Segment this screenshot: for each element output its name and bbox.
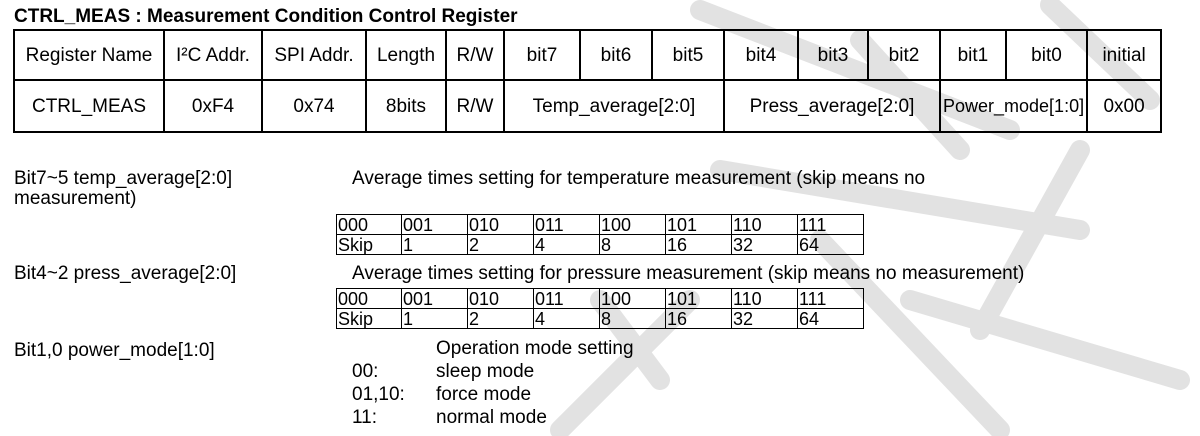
mode-code: 00: xyxy=(352,361,379,382)
value-cell: 64 xyxy=(798,309,864,329)
press-average-label: Bit4~2 press_average[2:0] xyxy=(14,263,237,284)
power-mode-label: Bit1,0 power_mode[1:0] xyxy=(14,340,215,361)
value-cell: 1 xyxy=(402,235,468,255)
code-row xyxy=(337,215,864,235)
code-cell: 111 xyxy=(798,289,864,309)
value-cell: 4 xyxy=(534,235,600,255)
code-row xyxy=(337,289,864,309)
power-mode-field: Power_mode[1:0] xyxy=(940,80,1087,132)
header-cell: bit5 xyxy=(652,30,724,80)
temp-average-field: Temp_average[2:0] xyxy=(504,80,724,132)
code-cell: 010 xyxy=(468,289,534,309)
register-header-row xyxy=(14,30,1161,80)
value-cell: 16 xyxy=(666,235,732,255)
i2c-addr-cell: 0xF4 xyxy=(164,80,262,132)
value-cell: 8 xyxy=(600,309,666,329)
code-cell: 110 xyxy=(732,215,798,235)
register-title: CTRL_MEAS : Measurement Condition Control Register xyxy=(14,6,518,27)
header-cell: bit3 xyxy=(798,30,868,80)
code-cell: 010 xyxy=(468,215,534,235)
temp-average-label: Bit7~5 temp_average[2:0] xyxy=(14,168,233,189)
temp-average-description-cont: measurement) xyxy=(14,188,137,209)
header-cell: initial xyxy=(1087,30,1161,80)
value-cell: 32 xyxy=(732,309,798,329)
header-cell: bit4 xyxy=(724,30,798,80)
length-cell: 8bits xyxy=(366,80,446,132)
value-cell: Skip xyxy=(337,235,402,255)
header-cell: bit0 xyxy=(1006,30,1087,80)
value-cell: 4 xyxy=(534,309,600,329)
code-cell: 011 xyxy=(534,215,600,235)
code-cell: 000 xyxy=(337,289,402,309)
header-cell: SPI Addr. xyxy=(262,30,366,80)
code-cell: 101 xyxy=(666,215,732,235)
code-cell: 110 xyxy=(732,289,798,309)
code-cell: 000 xyxy=(337,215,402,235)
register-value-row xyxy=(14,80,1161,132)
mode-description: sleep mode xyxy=(436,361,535,382)
mode-description: force mode xyxy=(436,384,532,405)
header-cell: bit2 xyxy=(868,30,940,80)
rw-cell: R/W xyxy=(446,80,504,132)
header-cell: bit7 xyxy=(504,30,580,80)
value-cell: 8 xyxy=(600,235,666,255)
mode-code: 11: xyxy=(352,407,378,428)
header-cell: R/W xyxy=(446,30,504,80)
code-cell: 101 xyxy=(666,289,732,309)
temp-average-description: Average times setting for temperature measurement (skip means no xyxy=(352,168,926,189)
code-cell: 100 xyxy=(600,289,666,309)
value-cell: 64 xyxy=(798,235,864,255)
value-cell: 2 xyxy=(468,235,534,255)
mode-description: normal mode xyxy=(436,407,547,428)
header-cell: I²C Addr. xyxy=(164,30,262,80)
spi-addr-cell: 0x74 xyxy=(262,80,366,132)
header-cell: Register Name xyxy=(14,30,164,80)
press-average-field: Press_average[2:0] xyxy=(724,80,940,132)
value-row xyxy=(337,309,864,329)
value-cell: 32 xyxy=(732,235,798,255)
code-cell: 100 xyxy=(600,215,666,235)
value-cell: Skip xyxy=(337,309,402,329)
value-cell: 16 xyxy=(666,309,732,329)
value-row xyxy=(337,235,864,255)
header-cell: Length xyxy=(366,30,446,80)
code-cell: 001 xyxy=(402,289,468,309)
temp-average-table xyxy=(336,214,864,255)
power-mode-heading: Operation mode setting xyxy=(436,338,634,359)
mode-code: 01,10: xyxy=(352,384,405,405)
header-cell: bit6 xyxy=(580,30,652,80)
value-cell: 1 xyxy=(402,309,468,329)
code-cell: 001 xyxy=(402,215,468,235)
header-cell: bit1 xyxy=(940,30,1006,80)
register-table xyxy=(13,29,1162,133)
register-name-cell: CTRL_MEAS xyxy=(14,80,164,132)
press-average-table xyxy=(336,288,864,329)
value-cell: 2 xyxy=(468,309,534,329)
code-cell: 011 xyxy=(534,289,600,309)
code-cell: 111 xyxy=(798,215,864,235)
initial-value-cell: 0x00 xyxy=(1087,80,1161,132)
press-average-description: Average times setting for pressure measurement (skip means no measurement) xyxy=(352,263,1025,284)
